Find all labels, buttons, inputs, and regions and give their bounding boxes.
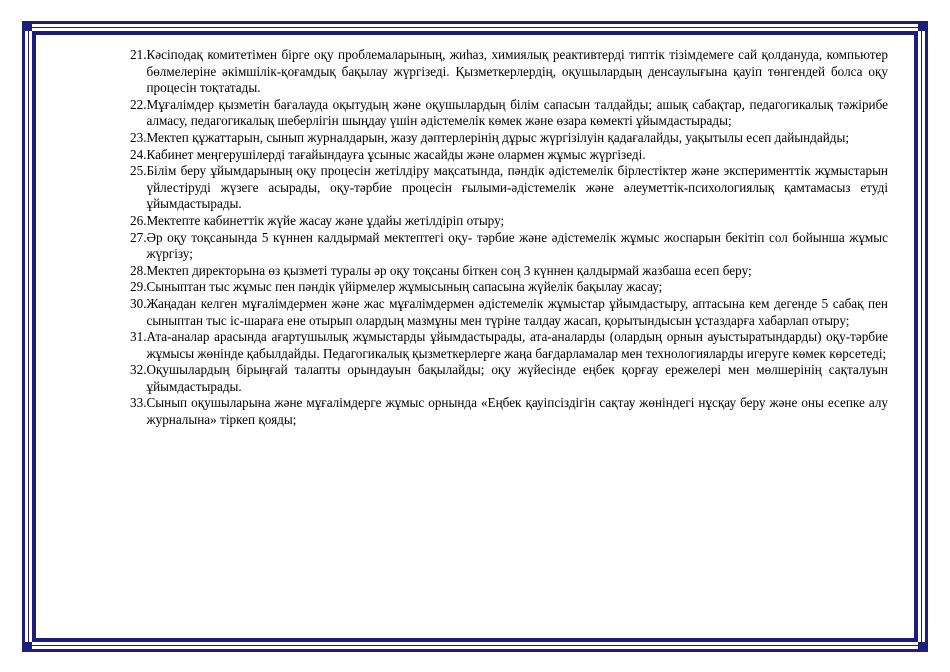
list-item xyxy=(130,97,888,130)
border-corner-ornament xyxy=(918,21,928,31)
item-number: 24. xyxy=(130,146,147,162)
list-item xyxy=(130,329,888,362)
list-item xyxy=(130,362,888,395)
list-item xyxy=(130,263,888,280)
list-item xyxy=(130,163,888,213)
item-text: Оқушылардың бірыңғай талапты орындауын бақылайды; оқу жүйесінде еңбек қорғау ережелері мен мөлшерінің сақталуын ұйымдастырады. xyxy=(146,362,888,394)
list-item xyxy=(130,47,888,97)
list-item xyxy=(130,147,888,164)
item-text: Мектеп директорына өз қызметі туралы әр оқу тоқсаны біткен соң 3 күннен қалдырмай жазбаша есеп беру; xyxy=(146,262,752,278)
item-number: 29. xyxy=(130,279,147,295)
list-item xyxy=(130,213,888,230)
item-text: Мектепте кабинеттік жүйе жасау және ұдайы жетілдіріп отыру; xyxy=(146,212,505,228)
list-item xyxy=(130,296,888,329)
border-corner-ornament xyxy=(918,642,928,652)
item-text: Мұғалімдер қызметін бағалауда оқытудың және оқушылардың білім сапасын талдайды; ашық сабақтар, педагогикалық тәжірибе алмасу, педагогикалық шеберлігін шыңдау үшін әдістемелік көмек және өзара көмекті ұйымдастырады; xyxy=(146,96,888,129)
item-number: 23. xyxy=(130,129,147,145)
item-text: Кабинет меңгерушілерді тағайындауға ұсыныс жасайды және олармен жұмыс жүргізеді. xyxy=(146,146,646,162)
item-number: 33. xyxy=(130,395,147,411)
border-corner-ornament xyxy=(22,21,32,31)
item-number: 32. xyxy=(130,362,147,378)
list-item xyxy=(130,230,888,263)
duties-list xyxy=(130,47,888,429)
item-number: 28. xyxy=(130,262,147,278)
item-text: Сыныптан тыс жұмыс пен пәндік үйірмелер жұмысының сапасына жүйелік бақылау жасау; xyxy=(146,279,663,295)
item-number: 25. xyxy=(130,163,147,179)
item-text: Жаңадан келген мұғалімдермен және жас мұғалімдермен әдістемелік жұмыстар ұйымдастыру, аптасына кем дегенде 5 сабақ пен сыныптан тыс іс-шараға ене отырып олардың мазмұны мен түріне талдау жасап, қорытындысын ұстаздарға хабарлап отыру; xyxy=(146,295,888,328)
list-item xyxy=(130,279,888,296)
list-item xyxy=(130,395,888,428)
item-number: 21. xyxy=(130,47,147,62)
border-corner-ornament xyxy=(22,642,32,652)
item-number: 31. xyxy=(130,329,147,345)
item-text: Білім беру ұйымдарының оқу процесін жетілдіру мақсатында, пәндік әдістемелік бірлестіктер және эксперименттік жұмыстарын үйлестіруді жүзеге асырады, оқу-тәрбие процесін ғылыми-әдістемелік және әлеуметтік-психологиялық қамтамасыз етуді ұйымдастырады. xyxy=(146,163,888,212)
item-number: 22. xyxy=(130,96,147,112)
item-text: Ата-аналар арасында ағартушылық жұмыстарды ұйымдастырады, ата-аналарды (олардың орнын ауыстыратындарды) оқу-тәрбие жұмысы жөнінде қабылдайды. Педагогикалық қызметкерлерге жаңа бағдарламалар мен технологияларды игеруге көмек көрсетеді; xyxy=(146,329,888,361)
list-item xyxy=(130,130,888,147)
item-text: Мектеп құжаттарын, сынып журналдарын, жазу дәптерлерінің дұрыс жүргізілуін қадағалайды, уақытылы есеп дайындайды; xyxy=(146,129,850,145)
item-number: 26. xyxy=(130,212,147,228)
item-number: 30. xyxy=(130,295,147,311)
item-number: 27. xyxy=(130,229,147,245)
item-text: Кәсіподақ комитетімен бірге оқу проблемаларының, жиһаз, химиялық реактивтерді типтік тізімдемеге сай қолдануда, компьютер бөлмелеріне әкімшілік-қоғамдық бақылау жүргізеді. Қызметкерлердің, оқушылардың денсаулығына қауіп төнгендей болса оқу процесін тоқтатады. xyxy=(146,47,888,96)
item-text: Сынып оқушыларына және мұғалімдерге жұмыс орнында «Еңбек қауіпсіздігін сақтау жөніндегі нұсқау беру және оны есепке алу журналына» тіркеп қояды; xyxy=(146,395,888,428)
item-text: Әр оқу тоқсанында 5 күннен калдырмай мектептегі оқу- тәрбие және әдістемелік жұмыс жоспарын бекітіп сол бойынша жұмыс жүргізу; xyxy=(146,229,888,262)
